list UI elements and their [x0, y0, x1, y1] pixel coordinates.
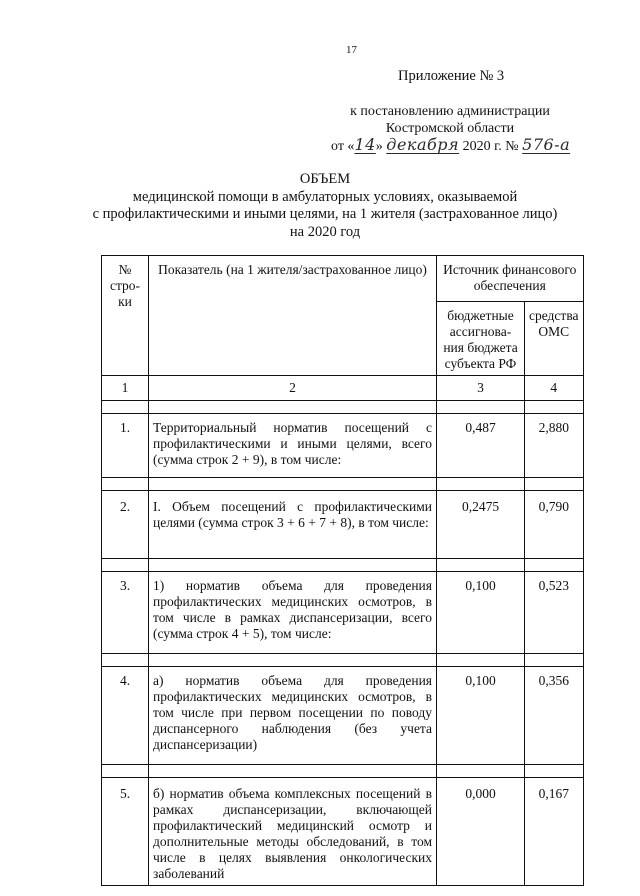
row-indicator: б) норматив объема комплексных посещений в рамках диспансеризации, включающей профилактический медицинский осмотр и дополнительные методы обследований, в том числе в целях выявления онкологических заболеваний: [149, 778, 437, 886]
column-number: 1: [102, 376, 149, 401]
column-number: 4: [525, 376, 584, 401]
table-row: [102, 572, 584, 654]
row-oms-value: 0,523: [525, 572, 584, 654]
date-prefix: от «: [331, 139, 355, 154]
decree-reference: [340, 103, 560, 137]
row-budget-value: 0,100: [437, 667, 525, 765]
row-budget-value: 0,100: [437, 572, 525, 654]
row-indicator: I. Объем посещений с профилактическими целями (сумма строк 3 + 6 + 7 + 8), в том числе:: [149, 491, 437, 559]
volume-table: [101, 255, 584, 886]
table-row: [102, 491, 584, 559]
column-number: 3: [437, 376, 525, 401]
row-oms-value: 0,790: [525, 491, 584, 559]
table-row: [102, 414, 584, 478]
title-line: на 2020 год: [289, 223, 361, 240]
decree-line: к постановлению администрации: [350, 104, 550, 119]
date-mid: »: [375, 139, 387, 154]
row-oms-value: 2,880: [525, 414, 584, 478]
header-funding-source: Источник финансового обеспечения: [437, 256, 584, 302]
column-number: 2: [149, 376, 437, 401]
row-budget-value: 0,487: [437, 414, 525, 478]
table-row: [102, 778, 584, 886]
document-title: [80, 171, 570, 241]
row-indicator: Территориальный норматив посещений с профилактическими и иными целями, всего (сумма строк 2 + 9), в том числе:: [149, 414, 437, 478]
decree-date-line: [331, 135, 570, 155]
row-indicator: а) норматив объема для проведения профилактических медицинских осмотров, в том числе при первом посещении по поводу диспансерного наблюдения (без учета диспансеризации): [149, 667, 437, 765]
row-oms-value: 0,356: [525, 667, 584, 765]
header-budget: бюджетные ассигнова- ния бюджета субъекта РФ: [437, 302, 525, 376]
row-number: 2.: [102, 491, 149, 559]
row-number: 4.: [102, 667, 149, 765]
row-budget-value: 0,000: [437, 778, 525, 886]
header-indicator: Показатель (на 1 жителя/застрахованное лицо): [149, 256, 437, 376]
date-year: 2020 г. №: [459, 139, 523, 154]
decree-line: Костромской области: [385, 121, 515, 136]
row-number: 1.: [102, 414, 149, 478]
header-oms: средства ОМС: [525, 302, 584, 376]
title-line: медицинской помощи в амбулаторных условиях, оказываемой: [132, 188, 518, 205]
row-budget-value: 0,2475: [437, 491, 525, 559]
row-number: 3.: [102, 572, 149, 654]
appendix-heading: Приложение № 3: [398, 68, 505, 84]
header-row-number: № стро- ки: [102, 256, 149, 376]
page-number: 17: [346, 44, 357, 56]
table-row: [102, 667, 584, 765]
title-line: ОБЪЕМ: [299, 171, 351, 187]
handwritten-day: 14: [354, 135, 376, 154]
row-number: 5.: [102, 778, 149, 886]
handwritten-month: декабря: [386, 135, 460, 154]
row-oms-value: 0,167: [525, 778, 584, 886]
title-line: с профилактическими и иными целями, на 1 жителя (застрахованное лицо): [92, 206, 558, 222]
handwritten-number: 576-а: [522, 135, 571, 154]
row-indicator: 1) норматив объема для проведения профилактических медицинских осмотров, в том числе в рамках диспансеризации, всего (сумма строк 4 + 5), том числе:: [149, 572, 437, 654]
